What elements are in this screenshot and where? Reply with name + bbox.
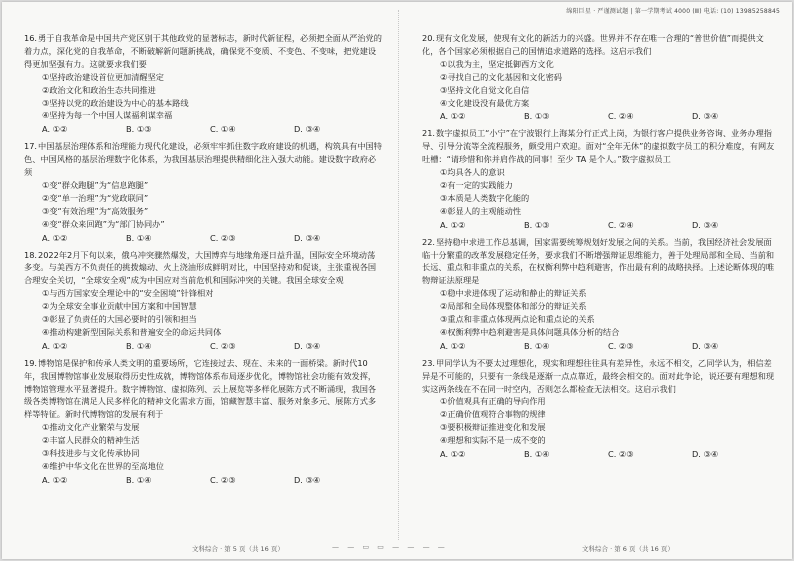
answer-choice: D. ③④ <box>692 449 719 460</box>
answer-choice: D. ③④ <box>692 111 719 122</box>
question-option: ②寻找自己的文化基因和文化密码 <box>440 71 562 82</box>
question-option: ④文化建设没有最优方案 <box>440 97 530 108</box>
question-stem <box>24 357 382 422</box>
question-option: ①稳中求进体现了运动和静止的辩证关系 <box>440 288 587 299</box>
answer-choice: D. ③④ <box>294 232 321 243</box>
question-stem <box>422 32 778 58</box>
question-option: ②丰富人民群众的精神生活 <box>42 435 140 446</box>
question-option: ④彰显人的主观能动性 <box>440 205 522 216</box>
question-option: ④权衡利弊中趋利避害是具体问题具体分析的结合 <box>440 326 620 337</box>
question-block <box>422 32 778 123</box>
question-option: ③坚持文化自觉文化自信 <box>440 84 530 95</box>
question-block <box>24 249 382 353</box>
question-option: ③彰显了负责任的大国必要时的引领和担当 <box>42 314 197 325</box>
question-text: 勇于自我革命是中国共产党区别于其他政党的显著标志，新时代新征程，必须把全面从严治党的着力点，深化党的自我革命，不断破解新问题新挑战，确保党不变质、不变色、不变味，把党建设得更加坚强有力。这就要求我们要 <box>24 33 382 69</box>
question-option: ①与西方国家安全理论中的“安全困境”针锋相对 <box>42 288 214 299</box>
answer-choice: D. ③④ <box>692 219 719 230</box>
question-number: 22. <box>422 236 436 247</box>
question-option: ①推动文化产业繁荣与发展 <box>42 422 140 433</box>
answer-choice: C. ②③ <box>210 340 236 351</box>
answer-choice: B. ①④ <box>126 340 152 351</box>
question-text: 坚持稳中求进工作总基调，国家需要统筹规划好发展之间的关系。当前，我国经济社会发展面临十分繁重的改革发展稳定任务，要求我们不断增强辩证思维能力，善于处理局部和全局、当前和长远、重点和非重点的关系，在权衡利弊中趋利避害，作出最有利的战略抉择。上述论断体现的唯物辩证法原理是 <box>422 236 775 286</box>
question-option: ①坚持政治建设首位更加清醒坚定 <box>42 71 164 82</box>
answer-choices <box>422 448 778 461</box>
answer-choice: A. ①② <box>42 474 68 485</box>
question-block <box>24 32 382 136</box>
question-option: ④坚持为每一个中国人谋福利谋幸福 <box>42 110 173 121</box>
question-stem <box>422 357 778 396</box>
question-block <box>422 127 778 231</box>
question-text: 甲同学认为不要太过理想化，现实和理想往往具有差异性，永远不相交，乙同学认为，相信差异是不可能的，只要有一条线是逐渐一点点靠近，最终会相交的。面对此争论，说还要有理想和现实这两条线在不在同一时空内，否则怎么都检查无法相交。这启示我们 <box>422 357 775 394</box>
answer-choice: C. ②④ <box>608 111 634 122</box>
question-option: ②政治文化和政治生态共同推进 <box>42 84 156 95</box>
answer-choices <box>24 340 382 353</box>
exam-sheet <box>2 2 792 559</box>
right-column <box>422 32 778 465</box>
question-option: ④维护中华文化在世界的至高地位 <box>42 461 164 471</box>
question-option: ③要积极辩证推进变化和发展 <box>440 422 546 433</box>
question-text: 中国基层治理体系和治理能力现代化建设，必须牢牢抓住数字政府建设的机遇，构筑具有中国特色、中国风格的基层治理数字化体系，为我国基层治理提供精细化注入强大动能。建设数字政府必须 <box>24 141 382 178</box>
question-block <box>24 140 382 244</box>
answer-choices <box>24 474 382 487</box>
question-number: 17. <box>24 141 38 152</box>
question-option: ③坚持以党的政治建设为中心的基本路线 <box>42 97 189 108</box>
column-divider <box>398 10 399 540</box>
answer-choice: B. ①③ <box>524 219 550 230</box>
answer-choices <box>422 340 778 353</box>
question-number: 21. <box>422 128 436 139</box>
answer-choice: B. ①④ <box>126 232 152 243</box>
answer-choice: C. ②③ <box>608 449 634 460</box>
footer-left: 文科综合 · 第 5 页（共 16 页） <box>192 545 284 553</box>
question-block <box>24 357 382 487</box>
question-stem <box>422 127 778 166</box>
question-stem <box>24 32 382 71</box>
answer-choices <box>24 123 382 136</box>
answer-choices <box>24 232 382 245</box>
answer-choice: A. ①② <box>42 124 68 135</box>
question-stem <box>24 140 382 179</box>
footer-center: — — ▭ ▭ — — — — <box>332 543 448 551</box>
question-option: ②局部和全局体现整体和部分的辩证关系 <box>440 301 587 312</box>
question-block <box>422 357 778 461</box>
question-number: 23. <box>422 357 436 368</box>
footer-right: 文科综合 · 第 6 页（共 16 页） <box>582 545 674 553</box>
answer-choice: A. ①② <box>42 232 68 243</box>
question-option: ①以我为主，坚定抵御西方文化 <box>440 58 554 69</box>
answer-choices <box>422 219 778 232</box>
answer-choice: B. ①④ <box>524 449 550 460</box>
answer-choice: B. ①④ <box>126 474 152 485</box>
answer-choice: A. ①② <box>440 111 466 122</box>
answer-choices <box>422 110 778 123</box>
question-option: ④推动构建新型国际关系和普遍安全的命运共同体 <box>42 326 222 337</box>
question-option: ②正确价值观符合事物的规律 <box>440 409 546 420</box>
question-number: 16. <box>24 33 38 43</box>
question-option: ①价值观具有正确的导向作用 <box>440 396 546 407</box>
question-option: ③重点和非重点体现两点论和重点论的关系 <box>440 314 595 325</box>
question-number: 19. <box>24 357 38 368</box>
question-option: ④变“群众来回跑”为“部门协同办” <box>42 218 165 229</box>
answer-choice: A. ①② <box>440 449 466 460</box>
answer-choice: C. ②③ <box>210 474 236 485</box>
answer-choice: D. ③④ <box>294 474 321 485</box>
question-option: ①均具各人的意识 <box>440 167 505 178</box>
answer-choice: B. ①③ <box>524 111 550 122</box>
answer-choice: B. ①④ <box>524 340 550 351</box>
left-column <box>24 32 382 491</box>
answer-choice: D. ③④ <box>294 124 321 135</box>
question-option: ③变“有效治理”为“高效服务” <box>42 205 149 216</box>
question-option: ③本质是人类数字化能的 <box>440 192 530 203</box>
answer-choice: A. ①② <box>440 219 466 230</box>
answer-choice: A. ①② <box>440 340 466 351</box>
question-text: 现有文化发展，使现有文化的新活力的兴盛。世界并不存在唯一合理的“普世价值”而提供文化，各个国家必须根据自己的国情追求道路的选择。这启示我们 <box>422 33 764 56</box>
question-option: ②有一定的实践能力 <box>440 179 513 190</box>
question-option: ①变“群众跑腿”为“信息跑腿” <box>42 179 149 190</box>
answer-choice: A. ①② <box>42 340 68 351</box>
question-number: 18. <box>24 249 38 260</box>
question-stem <box>422 236 778 288</box>
question-option: ④理想和实际不是一成不变的 <box>440 435 546 446</box>
question-option: ②为全球安全事业贡献中国方案和中国智慧 <box>42 301 197 312</box>
question-block <box>422 236 778 353</box>
answer-choice: D. ③④ <box>294 340 321 351</box>
answer-choice: C. ②③ <box>608 340 634 351</box>
answer-choice: C. ①④ <box>210 124 236 135</box>
question-option: ③科技进步与文化传承协同 <box>42 448 140 459</box>
page-header: 绵阳巨星 · 严谨测试题 | 第一学期考试 4000 (Ⅲ) 电话: (10) 13985258845 <box>566 8 780 15</box>
question-stem <box>24 249 382 288</box>
answer-choice: D. ③④ <box>692 340 719 351</box>
question-number: 20. <box>422 33 436 43</box>
question-option: ②变“单一治理”为“党政联同” <box>42 192 149 203</box>
question-text: 博物馆是保护和传承人类文明的重要场所，它连接过去、现在、未来的一面桥梁。新时代10年，我国博物馆事业发展取得历史性成就，博物馆体系布局逐步优化，博物馆社会功能有效发挥，博物馆管理水平显著提升。数字博物馆、虚拟陈列、云上展览等多样化展陈方式不断涌现，我国各级各类博物馆在满足人民多样化的精神文化需求方面，馆藏智慧丰富、服务对象多元、展陈方式多样等特征。新时代博物馆的发展有利于 <box>24 357 377 420</box>
answer-choice: C. ②③ <box>210 232 236 243</box>
answer-choice: B. ①③ <box>126 124 152 135</box>
answer-choice: C. ②④ <box>608 219 634 230</box>
question-text: 2022年2月下旬以来，俄乌冲突骤然爆发，大国博弈与地缘角逐日益升温，国际安全环境动荡多变。与美西方不负责任的挑拨煽动、火上浇油形成鲜明对比，中国坚持劝和促谈，主张重视各国合理安全关切，“全球安全观”成为中国应对当前危机和国际冲突的关键。我国全球安全观 <box>24 249 377 286</box>
question-text: 数字虚拟员工“小宁”在宁波银行上海某分行正式上岗，为银行客户提供业务咨询、业务办理指导、引导分流等全流程服务，颇受用户欢迎。面对“全年无休”的虚拟数字员工的积分难度，有网友吐槽：“请珍惜和你并肩作战的同事！至少 TA 是个人。”数字虚拟员工 <box>422 128 775 165</box>
